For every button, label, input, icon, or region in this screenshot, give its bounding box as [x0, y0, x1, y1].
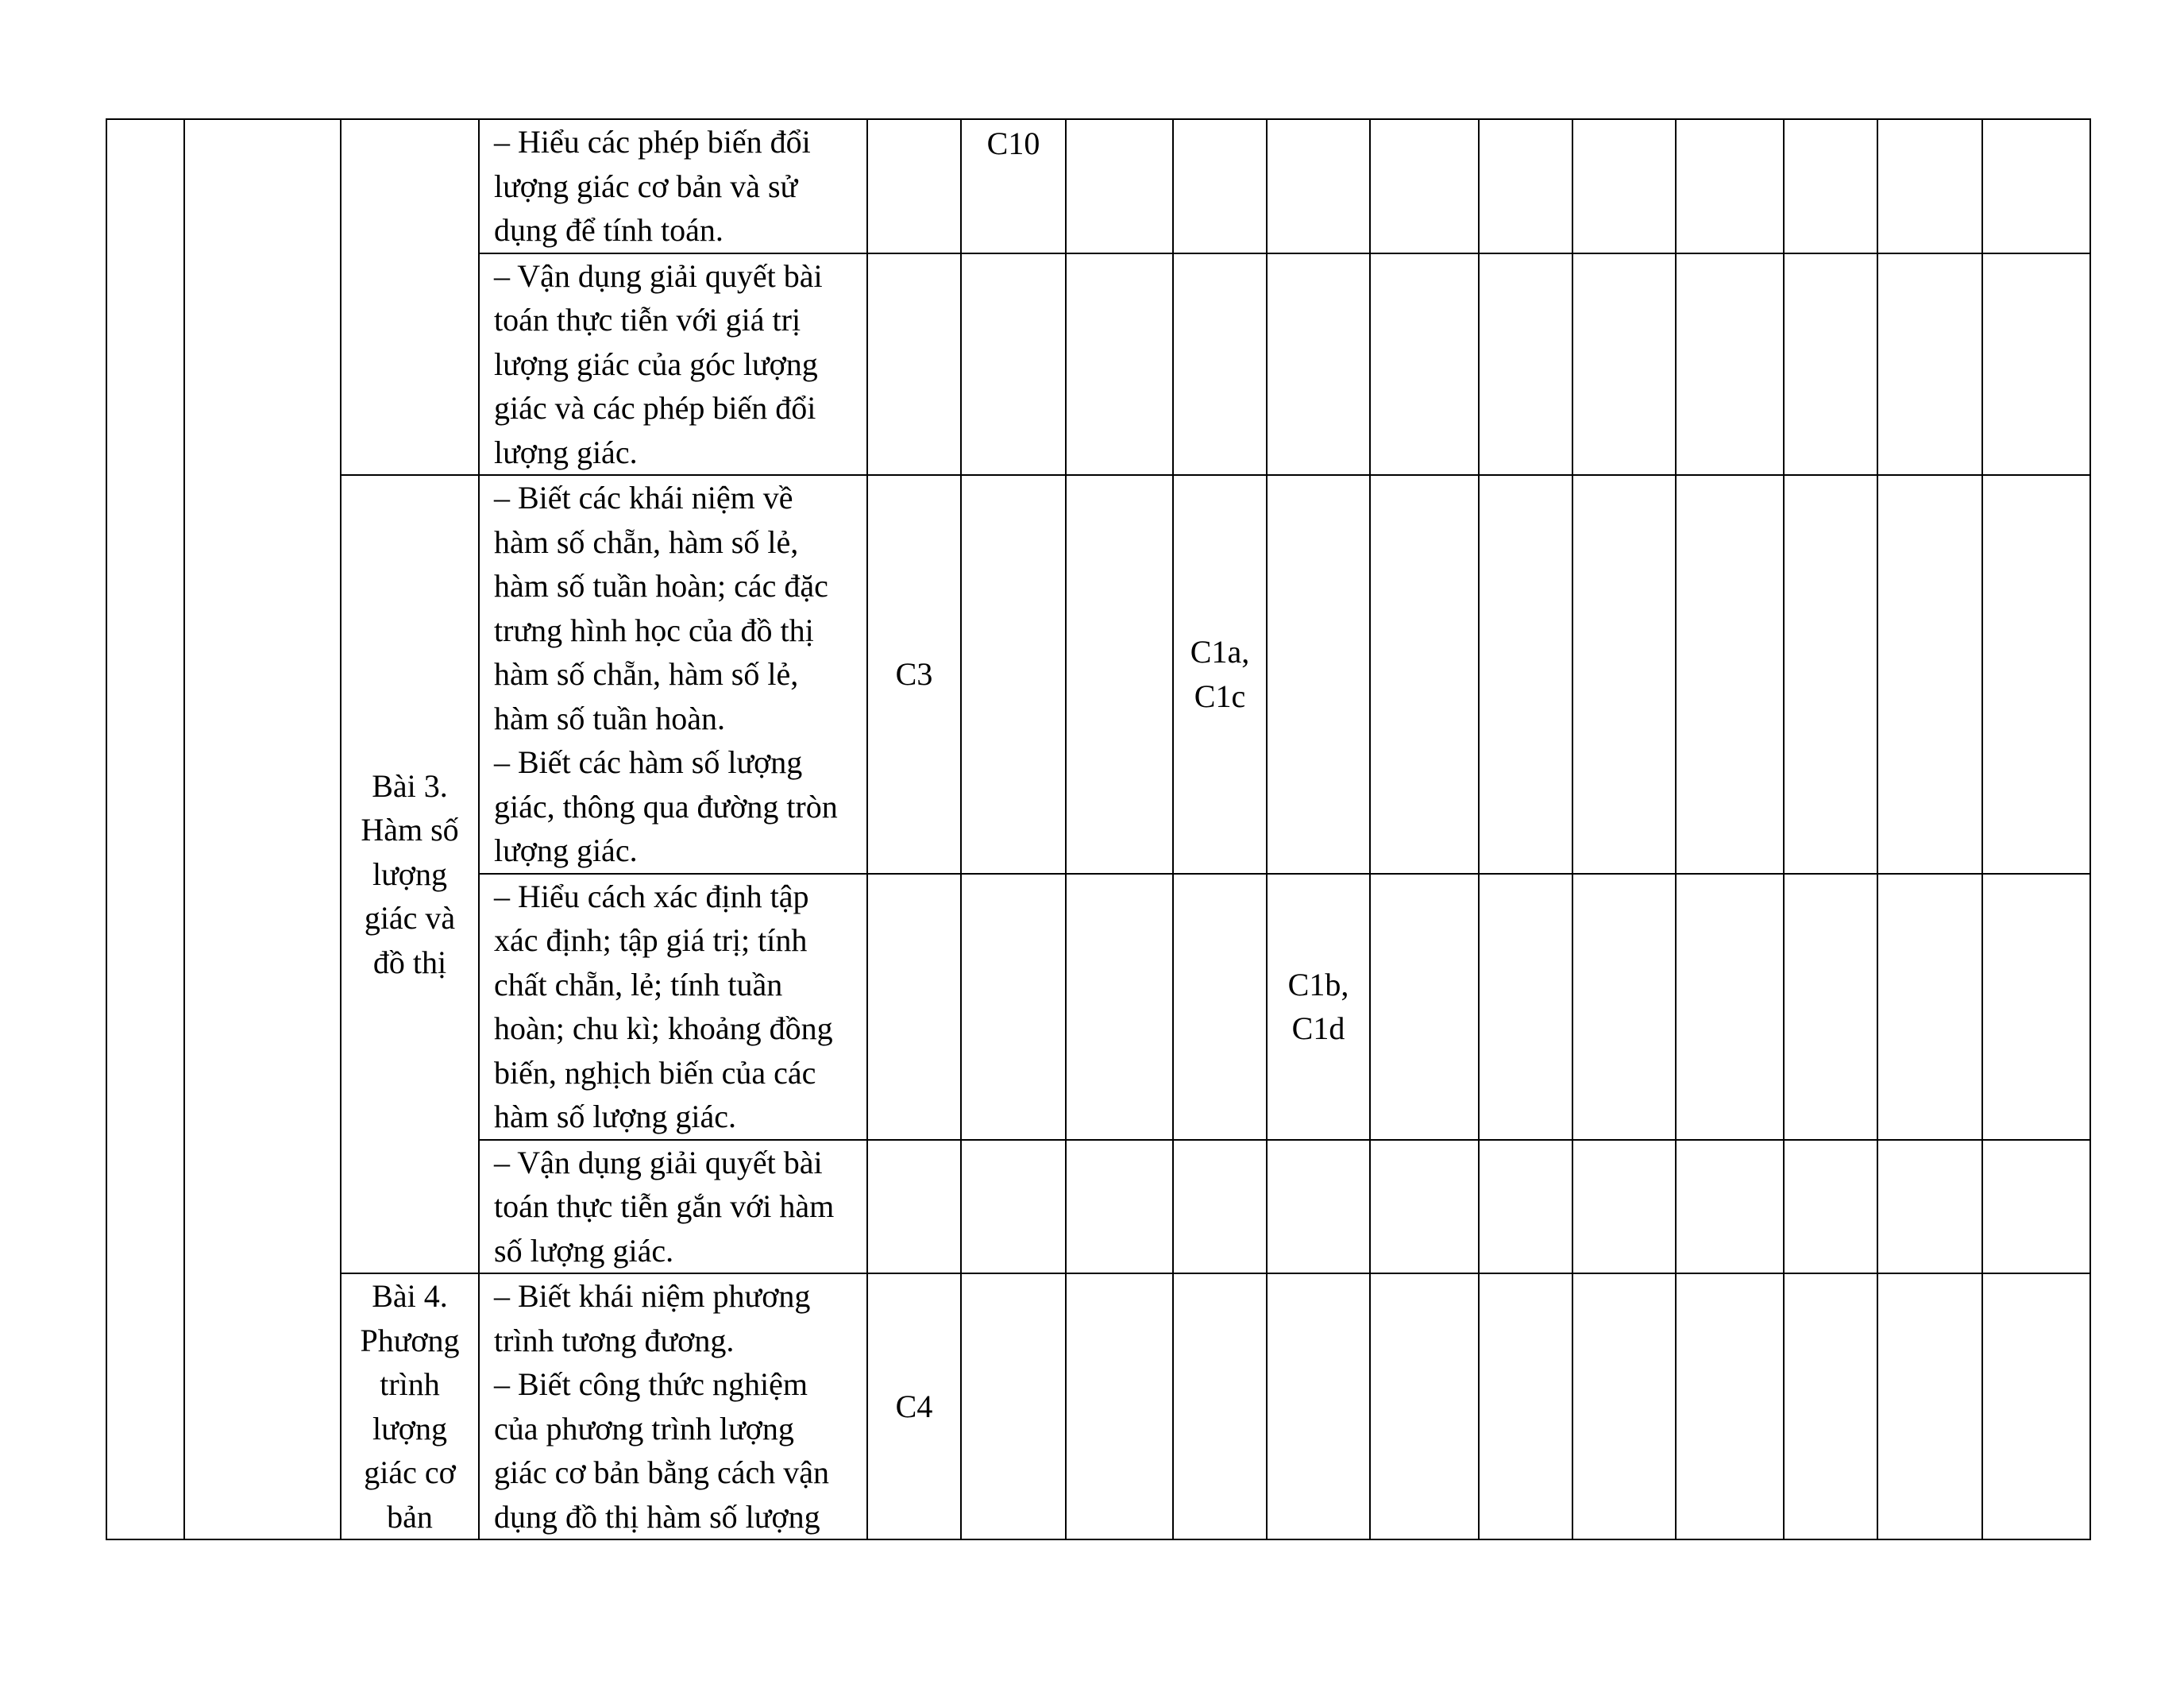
requirement-cell: – Biết các khái niệm về hàm số chẵn, hàm số lẻ, hàm số tuần hoàn; các đặc trưng hình học của đồ thị hàm số chẵn, hàm số lẻ, hàm số tuần hoàn. – Biết các hàm số lượng giác, thông qua đường tròn lượng giác. — [479, 475, 867, 874]
mark-cell: C3 — [867, 475, 961, 874]
topic-name-cell — [184, 119, 341, 1539]
mark-cell: C4 — [867, 1273, 961, 1539]
requirement-cell: – Biết khái niệm phương trình tương đương. – Biết công thức nghiệm của phương trình lượng giác cơ bản bằng cách vận dụng đồ thị hàm số lượng — [479, 1273, 867, 1539]
mark-cell: C1b, C1d — [1267, 874, 1370, 1140]
exam-matrix-table — [106, 118, 2091, 1540]
lesson-cell-bai3: Bài 3. Hàm số lượng giác và đồ thị — [341, 475, 479, 1273]
mark-cell: C1a, C1c — [1173, 475, 1267, 874]
requirement-cell: – Hiểu các phép biến đổi lượng giác cơ bản và sử dụng để tính toán. — [479, 119, 867, 253]
requirement-cell: – Vận dụng giải quyết bài toán thực tiễn gắn với hàm số lượng giác. — [479, 1140, 867, 1274]
table-row — [106, 1273, 2090, 1539]
requirement-cell: – Vận dụng giải quyết bài toán thực tiễn với giá trị lượng giác của góc lượng giác và các phép biến đổi lượng giác. — [479, 253, 867, 476]
table-row — [106, 119, 2090, 253]
topic-number-cell — [106, 119, 184, 1539]
lesson-cell-prev — [341, 119, 479, 475]
lesson-cell-bai4: Bài 4. Phương trình lượng giác cơ bản — [341, 1273, 479, 1539]
mark-cell: C10 — [961, 119, 1066, 253]
table-row — [106, 475, 2090, 874]
requirement-cell: – Hiểu cách xác định tập xác định; tập giá trị; tính chất chẵn, lẻ; tính tuần hoàn; chu kì; khoảng đồng biến, nghịch biến của các hàm số lượng giác. — [479, 874, 867, 1140]
